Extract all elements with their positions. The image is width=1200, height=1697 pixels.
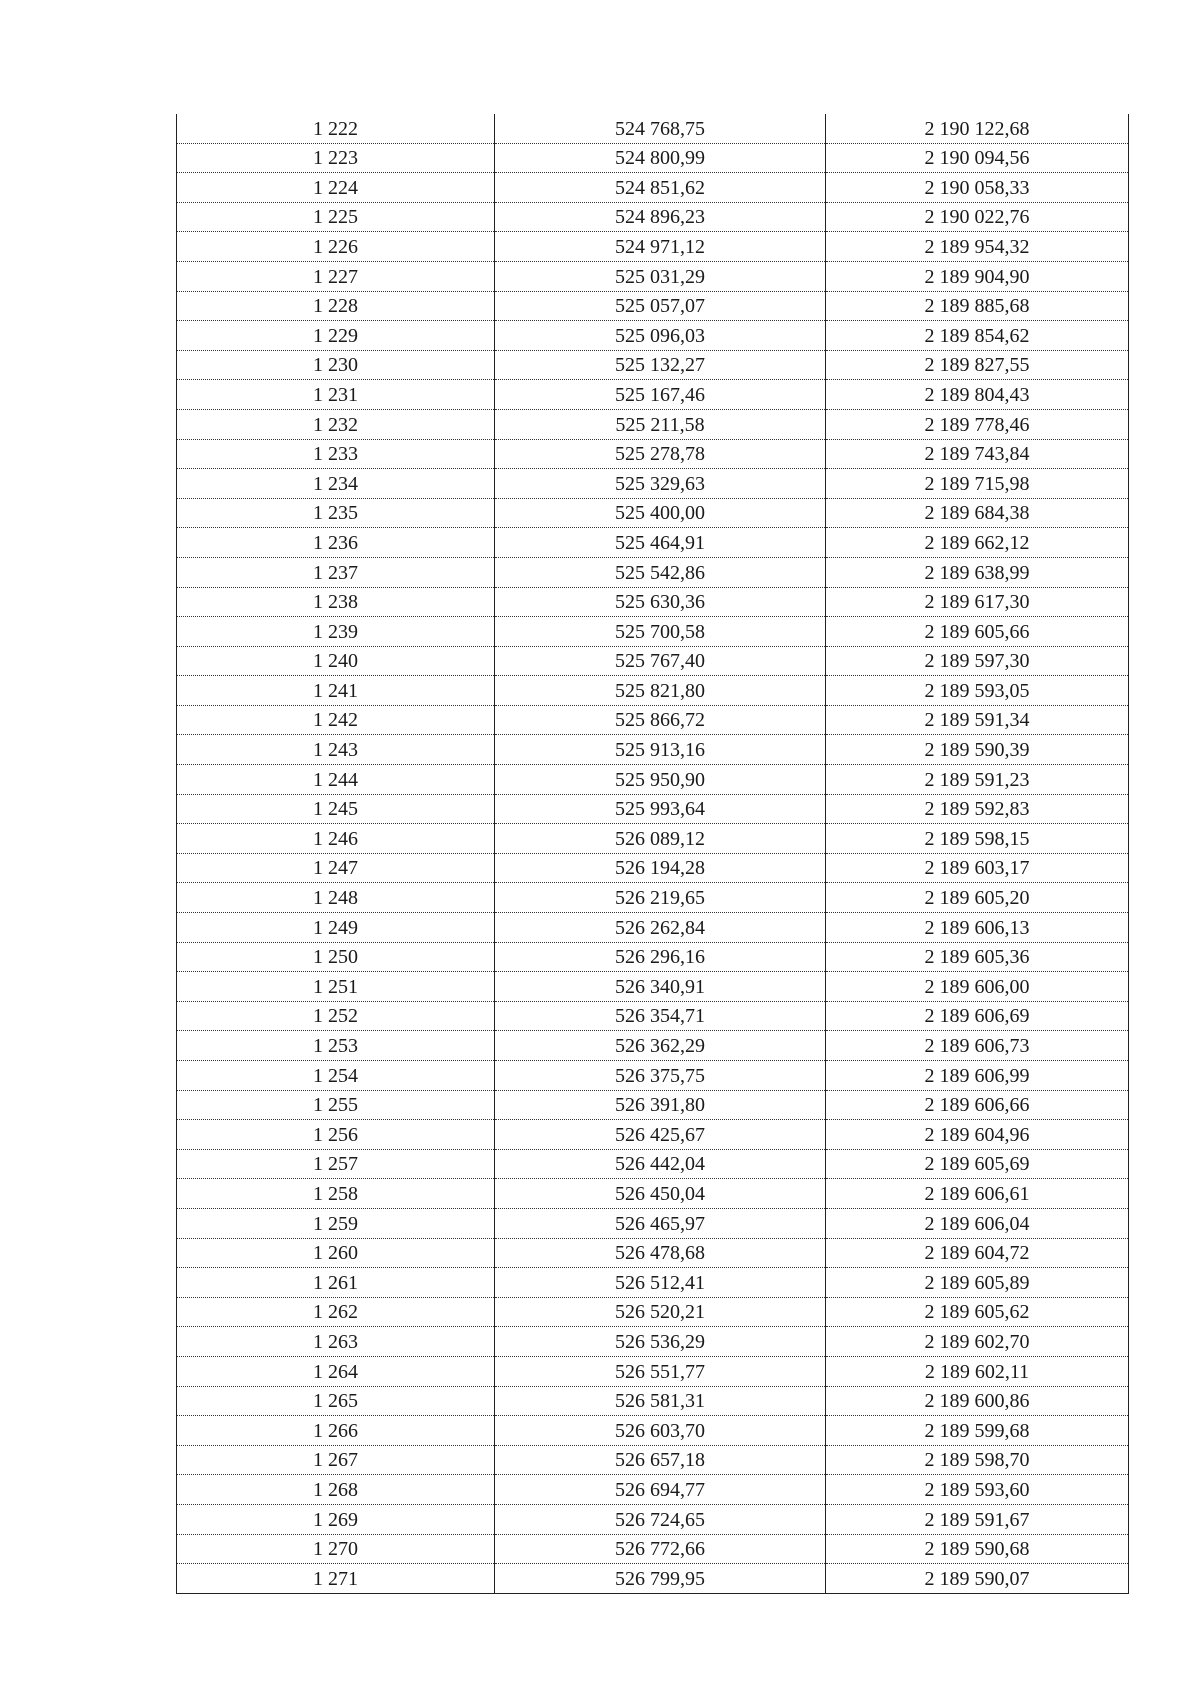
x-coordinate-cell: 525 329,63	[495, 469, 826, 499]
table-row	[177, 202, 1129, 232]
point-number-cell: 1 245	[177, 794, 495, 824]
table-row	[177, 498, 1129, 528]
table-row	[177, 824, 1129, 854]
table-row	[177, 1416, 1129, 1446]
x-coordinate-cell: 525 866,72	[495, 705, 826, 735]
x-coordinate-cell: 525 057,07	[495, 291, 826, 321]
y-coordinate-cell: 2 189 603,17	[826, 853, 1129, 883]
table-row	[177, 1031, 1129, 1061]
y-coordinate-cell: 2 189 804,43	[826, 380, 1129, 410]
y-coordinate-cell: 2 189 604,72	[826, 1238, 1129, 1268]
x-coordinate-cell: 525 913,16	[495, 735, 826, 765]
x-coordinate-cell: 526 442,04	[495, 1149, 826, 1179]
point-number-cell: 1 243	[177, 735, 495, 765]
y-coordinate-cell: 2 189 598,15	[826, 824, 1129, 854]
table-row	[177, 1386, 1129, 1416]
x-coordinate-cell: 526 478,68	[495, 1238, 826, 1268]
y-coordinate-cell: 2 190 058,33	[826, 173, 1129, 203]
table-row	[177, 1120, 1129, 1150]
table-row	[177, 972, 1129, 1002]
table-row	[177, 1504, 1129, 1534]
point-number-cell: 1 266	[177, 1416, 495, 1446]
table-row	[177, 143, 1129, 173]
y-coordinate-cell: 2 189 605,20	[826, 883, 1129, 913]
y-coordinate-cell: 2 189 591,67	[826, 1504, 1129, 1534]
table-row	[177, 291, 1129, 321]
x-coordinate-cell: 526 581,31	[495, 1386, 826, 1416]
x-coordinate-cell: 525 630,36	[495, 587, 826, 617]
point-number-cell: 1 241	[177, 676, 495, 706]
table-row	[177, 321, 1129, 351]
y-coordinate-cell: 2 189 606,00	[826, 972, 1129, 1002]
table-row	[177, 794, 1129, 824]
table-row	[177, 557, 1129, 587]
y-coordinate-cell: 2 189 606,66	[826, 1090, 1129, 1120]
x-coordinate-cell: 525 400,00	[495, 498, 826, 528]
y-coordinate-cell: 2 189 885,68	[826, 291, 1129, 321]
point-number-cell: 1 247	[177, 853, 495, 883]
y-coordinate-cell: 2 189 591,23	[826, 765, 1129, 795]
y-coordinate-cell: 2 189 605,89	[826, 1268, 1129, 1298]
x-coordinate-cell: 524 896,23	[495, 202, 826, 232]
point-number-cell: 1 242	[177, 705, 495, 735]
x-coordinate-cell: 526 694,77	[495, 1475, 826, 1505]
table-row	[177, 735, 1129, 765]
y-coordinate-cell: 2 189 606,61	[826, 1179, 1129, 1209]
x-coordinate-cell: 526 799,95	[495, 1564, 826, 1594]
x-coordinate-cell: 526 551,77	[495, 1356, 826, 1386]
y-coordinate-cell: 2 189 684,38	[826, 498, 1129, 528]
table-row	[177, 232, 1129, 262]
x-coordinate-cell: 526 219,65	[495, 883, 826, 913]
x-coordinate-cell: 526 772,66	[495, 1534, 826, 1564]
point-number-cell: 1 231	[177, 380, 495, 410]
point-number-cell: 1 255	[177, 1090, 495, 1120]
point-number-cell: 1 269	[177, 1504, 495, 1534]
y-coordinate-cell: 2 189 591,34	[826, 705, 1129, 735]
x-coordinate-cell: 524 851,62	[495, 173, 826, 203]
table-row	[177, 439, 1129, 469]
y-coordinate-cell: 2 189 605,66	[826, 617, 1129, 647]
y-coordinate-cell: 2 189 954,32	[826, 232, 1129, 262]
x-coordinate-cell: 525 211,58	[495, 409, 826, 439]
coordinates-table-body	[177, 114, 1129, 1593]
x-coordinate-cell: 526 391,80	[495, 1090, 826, 1120]
point-number-cell: 1 227	[177, 261, 495, 291]
y-coordinate-cell: 2 189 600,86	[826, 1386, 1129, 1416]
coordinates-table	[176, 114, 1129, 1594]
x-coordinate-cell: 526 724,65	[495, 1504, 826, 1534]
x-coordinate-cell: 526 657,18	[495, 1445, 826, 1475]
y-coordinate-cell: 2 189 606,99	[826, 1061, 1129, 1091]
point-number-cell: 1 228	[177, 291, 495, 321]
x-coordinate-cell: 524 768,75	[495, 114, 826, 143]
point-number-cell: 1 222	[177, 114, 495, 143]
table-row	[177, 1268, 1129, 1298]
point-number-cell: 1 254	[177, 1061, 495, 1091]
point-number-cell: 1 251	[177, 972, 495, 1002]
y-coordinate-cell: 2 189 602,11	[826, 1356, 1129, 1386]
point-number-cell: 1 261	[177, 1268, 495, 1298]
point-number-cell: 1 229	[177, 321, 495, 351]
table-row	[177, 1149, 1129, 1179]
y-coordinate-cell: 2 189 590,68	[826, 1534, 1129, 1564]
table-row	[177, 883, 1129, 913]
table-row	[177, 942, 1129, 972]
point-number-cell: 1 239	[177, 617, 495, 647]
point-number-cell: 1 223	[177, 143, 495, 173]
table-row	[177, 173, 1129, 203]
point-number-cell: 1 264	[177, 1356, 495, 1386]
x-coordinate-cell: 526 512,41	[495, 1268, 826, 1298]
table-row	[177, 350, 1129, 380]
table-row	[177, 853, 1129, 883]
x-coordinate-cell: 525 767,40	[495, 646, 826, 676]
point-number-cell: 1 225	[177, 202, 495, 232]
point-number-cell: 1 258	[177, 1179, 495, 1209]
y-coordinate-cell: 2 189 593,05	[826, 676, 1129, 706]
point-number-cell: 1 235	[177, 498, 495, 528]
x-coordinate-cell: 526 262,84	[495, 913, 826, 943]
table-row	[177, 1534, 1129, 1564]
x-coordinate-cell: 525 132,27	[495, 350, 826, 380]
y-coordinate-cell: 2 189 617,30	[826, 587, 1129, 617]
table-row	[177, 528, 1129, 558]
point-number-cell: 1 257	[177, 1149, 495, 1179]
x-coordinate-cell: 525 031,29	[495, 261, 826, 291]
x-coordinate-cell: 524 971,12	[495, 232, 826, 262]
y-coordinate-cell: 2 189 904,90	[826, 261, 1129, 291]
point-number-cell: 1 270	[177, 1534, 495, 1564]
table-row	[177, 1297, 1129, 1327]
y-coordinate-cell: 2 189 590,39	[826, 735, 1129, 765]
point-number-cell: 1 234	[177, 469, 495, 499]
point-number-cell: 1 237	[177, 557, 495, 587]
point-number-cell: 1 252	[177, 1001, 495, 1031]
y-coordinate-cell: 2 189 599,68	[826, 1416, 1129, 1446]
table-row	[177, 1208, 1129, 1238]
y-coordinate-cell: 2 190 022,76	[826, 202, 1129, 232]
x-coordinate-cell: 526 603,70	[495, 1416, 826, 1446]
x-coordinate-cell: 526 465,97	[495, 1208, 826, 1238]
y-coordinate-cell: 2 189 606,73	[826, 1031, 1129, 1061]
y-coordinate-cell: 2 190 094,56	[826, 143, 1129, 173]
point-number-cell: 1 226	[177, 232, 495, 262]
x-coordinate-cell: 525 278,78	[495, 439, 826, 469]
point-number-cell: 1 250	[177, 942, 495, 972]
x-coordinate-cell: 526 520,21	[495, 1297, 826, 1327]
y-coordinate-cell: 2 189 638,99	[826, 557, 1129, 587]
point-number-cell: 1 260	[177, 1238, 495, 1268]
table-row	[177, 913, 1129, 943]
point-number-cell: 1 233	[177, 439, 495, 469]
table-row	[177, 1179, 1129, 1209]
table-row	[177, 114, 1129, 143]
table-row	[177, 409, 1129, 439]
table-row	[177, 469, 1129, 499]
y-coordinate-cell: 2 189 606,13	[826, 913, 1129, 943]
point-number-cell: 1 265	[177, 1386, 495, 1416]
y-coordinate-cell: 2 189 854,62	[826, 321, 1129, 351]
y-coordinate-cell: 2 189 606,69	[826, 1001, 1129, 1031]
point-number-cell: 1 244	[177, 765, 495, 795]
x-coordinate-cell: 526 296,16	[495, 942, 826, 972]
x-coordinate-cell: 525 096,03	[495, 321, 826, 351]
point-number-cell: 1 248	[177, 883, 495, 913]
y-coordinate-cell: 2 189 605,69	[826, 1149, 1129, 1179]
point-number-cell: 1 263	[177, 1327, 495, 1357]
point-number-cell: 1 267	[177, 1445, 495, 1475]
x-coordinate-cell: 525 167,46	[495, 380, 826, 410]
x-coordinate-cell: 526 450,04	[495, 1179, 826, 1209]
y-coordinate-cell: 2 189 598,70	[826, 1445, 1129, 1475]
point-number-cell: 1 256	[177, 1120, 495, 1150]
point-number-cell: 1 249	[177, 913, 495, 943]
table-row	[177, 1564, 1129, 1594]
x-coordinate-cell: 525 700,58	[495, 617, 826, 647]
point-number-cell: 1 236	[177, 528, 495, 558]
table-row	[177, 1090, 1129, 1120]
x-coordinate-cell: 526 194,28	[495, 853, 826, 883]
x-coordinate-cell: 526 089,12	[495, 824, 826, 854]
y-coordinate-cell: 2 189 597,30	[826, 646, 1129, 676]
point-number-cell: 1 224	[177, 173, 495, 203]
table-row	[177, 617, 1129, 647]
table-row	[177, 1327, 1129, 1357]
table-row	[177, 587, 1129, 617]
x-coordinate-cell: 525 993,64	[495, 794, 826, 824]
point-number-cell: 1 240	[177, 646, 495, 676]
point-number-cell: 1 262	[177, 1297, 495, 1327]
point-number-cell: 1 268	[177, 1475, 495, 1505]
point-number-cell: 1 271	[177, 1564, 495, 1594]
y-coordinate-cell: 2 189 606,04	[826, 1208, 1129, 1238]
y-coordinate-cell: 2 189 605,62	[826, 1297, 1129, 1327]
y-coordinate-cell: 2 189 592,83	[826, 794, 1129, 824]
y-coordinate-cell: 2 189 778,46	[826, 409, 1129, 439]
y-coordinate-cell: 2 189 604,96	[826, 1120, 1129, 1150]
table-row	[177, 261, 1129, 291]
point-number-cell: 1 259	[177, 1208, 495, 1238]
y-coordinate-cell: 2 189 662,12	[826, 528, 1129, 558]
table-row	[177, 765, 1129, 795]
table-row	[177, 1356, 1129, 1386]
table-row	[177, 1061, 1129, 1091]
table-row	[177, 1238, 1129, 1268]
x-coordinate-cell: 526 354,71	[495, 1001, 826, 1031]
x-coordinate-cell: 525 821,80	[495, 676, 826, 706]
table-row	[177, 380, 1129, 410]
y-coordinate-cell: 2 189 715,98	[826, 469, 1129, 499]
table-row	[177, 676, 1129, 706]
point-number-cell: 1 232	[177, 409, 495, 439]
x-coordinate-cell: 526 536,29	[495, 1327, 826, 1357]
point-number-cell: 1 253	[177, 1031, 495, 1061]
y-coordinate-cell: 2 189 605,36	[826, 942, 1129, 972]
x-coordinate-cell: 525 542,86	[495, 557, 826, 587]
x-coordinate-cell: 524 800,99	[495, 143, 826, 173]
x-coordinate-cell: 526 375,75	[495, 1061, 826, 1091]
table-row	[177, 1001, 1129, 1031]
y-coordinate-cell: 2 189 827,55	[826, 350, 1129, 380]
table-row	[177, 646, 1129, 676]
y-coordinate-cell: 2 189 743,84	[826, 439, 1129, 469]
x-coordinate-cell: 526 425,67	[495, 1120, 826, 1150]
x-coordinate-cell: 525 950,90	[495, 765, 826, 795]
point-number-cell: 1 246	[177, 824, 495, 854]
point-number-cell: 1 230	[177, 350, 495, 380]
point-number-cell: 1 238	[177, 587, 495, 617]
table-row	[177, 705, 1129, 735]
y-coordinate-cell: 2 189 602,70	[826, 1327, 1129, 1357]
y-coordinate-cell: 2 189 593,60	[826, 1475, 1129, 1505]
y-coordinate-cell: 2 189 590,07	[826, 1564, 1129, 1594]
table-row	[177, 1445, 1129, 1475]
y-coordinate-cell: 2 190 122,68	[826, 114, 1129, 143]
table-row	[177, 1475, 1129, 1505]
x-coordinate-cell: 525 464,91	[495, 528, 826, 558]
x-coordinate-cell: 526 340,91	[495, 972, 826, 1002]
x-coordinate-cell: 526 362,29	[495, 1031, 826, 1061]
